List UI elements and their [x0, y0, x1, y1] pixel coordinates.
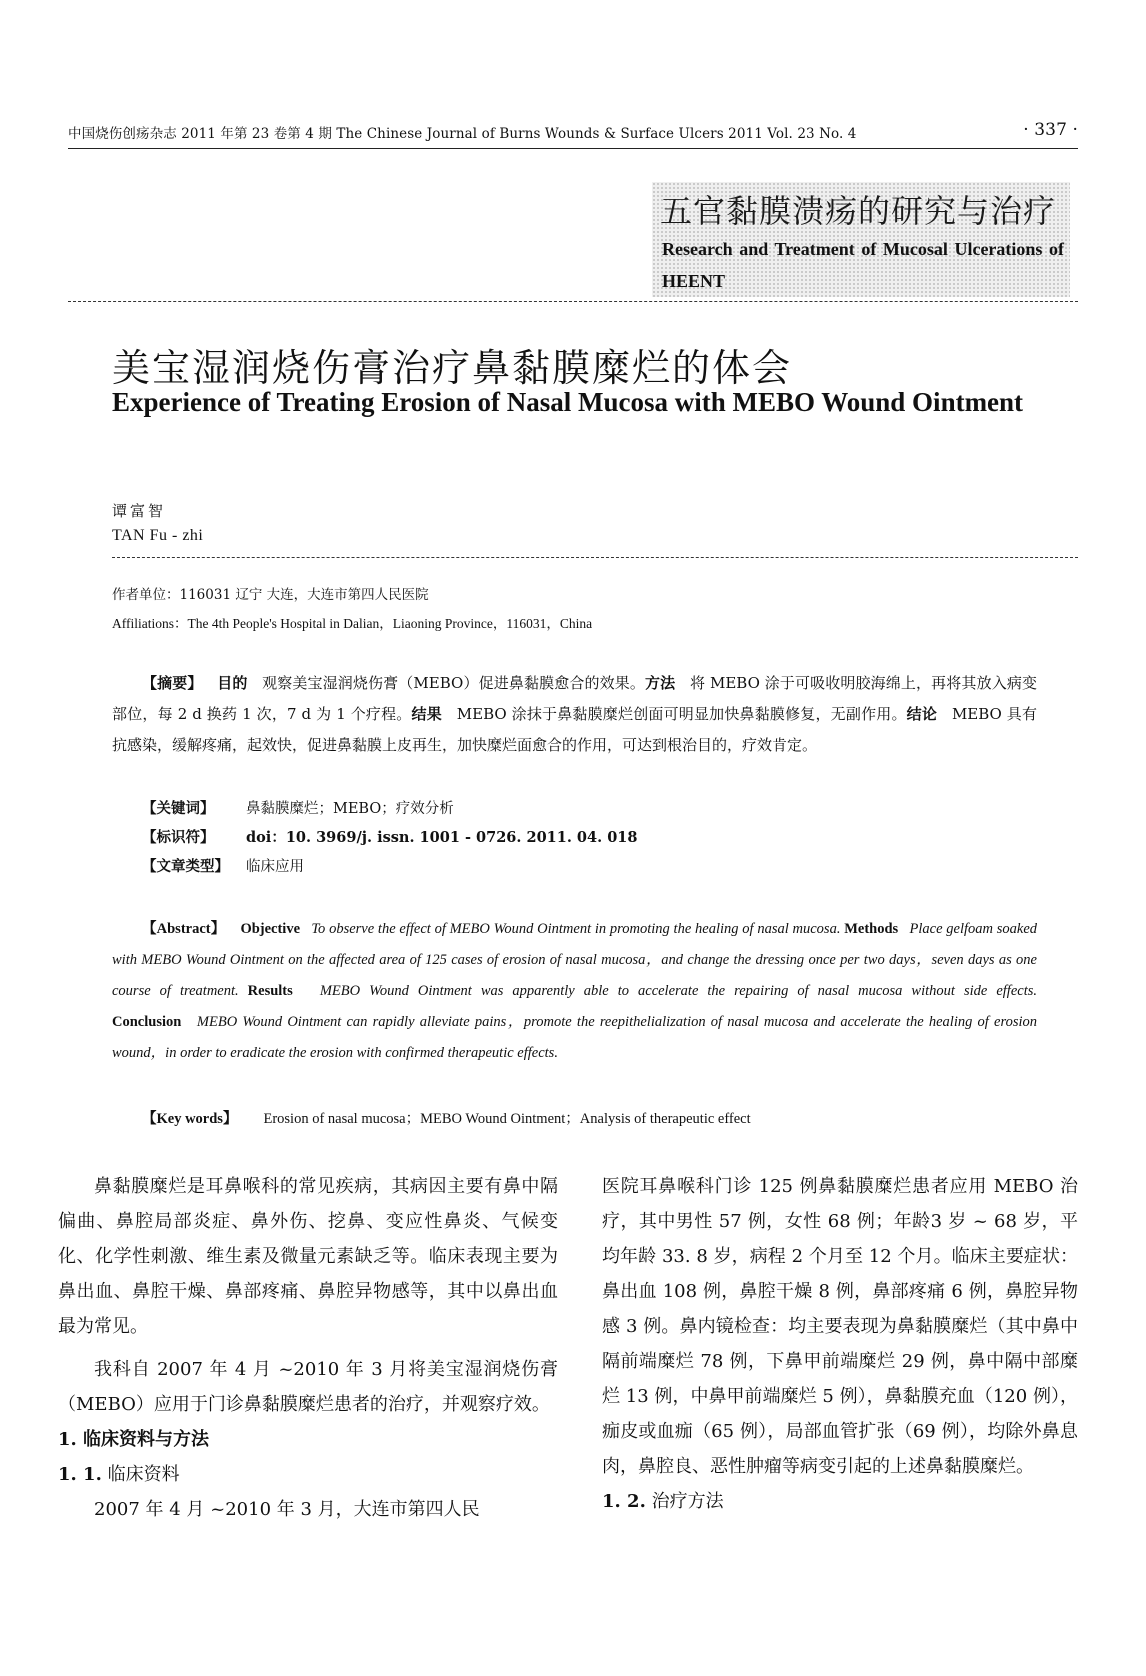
author-name-en: TAN Fu - zhi [112, 527, 204, 544]
keywords-cn-row [142, 797, 454, 818]
doi-label: 【标识符】 [142, 829, 215, 846]
author-divider [112, 557, 1078, 558]
doi-value: doi：10. 3969/j. issn. 1001 - 0726. 2011. 04. 018 [246, 829, 638, 846]
conclusion-text-cn: MEBO 具有抗感染，缓解疼痛，起效快，促进鼻黏膜上皮再生，加快糜烂面愈合的作用，可达到根治目的，疗效肯定。 [112, 705, 1037, 754]
subsection-1-1-title: 临床资料 [107, 1464, 180, 1485]
keywords-en-label: 【Key words】 [142, 1111, 238, 1127]
clinical-data-paragraph-start: 2007 年 4 月 ~2010 年 3 月，大连市第四人民 [94, 1499, 480, 1520]
doi-row [142, 826, 637, 847]
intro-paragraph-2: 我科自 2007 年 4 月 ~2010 年 3 月将美宝湿润烧伤膏（MEBO）应用于门诊鼻黏膜糜烂患者的治疗，并观察疗效。 [58, 1359, 558, 1415]
journal-citation: 中国烧伤创疡杂志 2011 年第 23 卷第 4 期 The Chinese Journal of Burns Wounds & Surface Ulcers 2011 Vol. 23 No. 4 [68, 126, 857, 142]
body-column-left [58, 1169, 558, 1527]
subsection-heading-1-2 [602, 1484, 1078, 1519]
body-column-right [602, 1169, 1078, 1519]
article-type-row [142, 855, 304, 876]
results-text-en: MEBO Wound Ointment was apparently able to accelerate the repairing of nasal mucosa without side effects. [319, 983, 1037, 999]
article-type-value: 临床应用 [246, 859, 304, 875]
conclusion-label-cn: 结论 [906, 705, 938, 723]
results-label-cn: 结果 [411, 705, 442, 723]
objective-text-cn: 观察美宝湿润烧伤膏（MEBO）促进鼻黏膜愈合的效果。 [262, 674, 645, 692]
results-text-cn: MEBO 涂抹于鼻黏膜糜烂创面可明显加快鼻黏膜修复，无副作用。 [456, 705, 907, 723]
clinical-data-paragraph-continued: 医院耳鼻喉科门诊 125 例鼻黏膜糜烂患者应用 MEBO 治疗，其中男性 57 例，女性 68 例；年龄3 岁 ~ 68 岁，平均年龄 33. 8 岁，病程 2 个月至 12 个月。临床主要症状：鼻出血 108 例，鼻腔干燥 8 例，鼻部疼痛 6 例，鼻腔异物感 3 例。鼻内镜检查：均主要表现为鼻黏膜糜烂（其中鼻中隔前端糜烂 78 例，下鼻甲前端糜烂 29 例，鼻中隔中部糜烂 13 例，中鼻甲前端糜烂 5 例），鼻黏膜充血（120 例），痂皮或血痂（65 例），局部血管扩张（69 例），均除外鼻息肉，鼻腔良、恶性肿瘤等病变引起的上述鼻黏膜糜烂。 [602, 1176, 1078, 1477]
article-type-label: 【文章类型】 [142, 858, 229, 875]
section-heading-1: 1. 临床资料与方法 [58, 1429, 210, 1450]
abstract-cn [112, 668, 1037, 761]
article-title-en: Experience of Treating Erosion of Nasal Mucosa with MEBO Wound Ointment [112, 387, 1024, 417]
objective-label-cn: 目的 [217, 674, 248, 692]
methods-text-cn: 将 MEBO 涂于可吸收明胶海绵上，再将其放入病变部位，每 2 d 换药 1 次，7 d 为 1 个疗程。 [112, 674, 1037, 723]
banner-divider [68, 301, 1078, 302]
keywords-cn-label: 【关键词】 [142, 800, 215, 817]
keywords-en: Erosion of nasal mucosa；MEBO Wound Ointment；Analysis of therapeutic effect [263, 1111, 751, 1127]
abstract-cn-label: 【摘要】 [142, 674, 203, 692]
subsection-heading-1-1 [58, 1457, 558, 1492]
column-title-cn: 五官黏膜溃疡的研究与治疗 [660, 192, 1057, 230]
page-number: · 337 · [1023, 120, 1078, 140]
abstract-en-label: 【Abstract】 [142, 921, 226, 937]
methods-text-en: Place gelfoam soaked with MEBO Wound Ointment on the affected area of 125 cases of erosion of nasal mucosa，and change the dressing once per two days，seven days as one course of treatment. [112, 921, 1038, 999]
objective-label-en: Objective [240, 921, 301, 937]
conclusion-text-en: MEBO Wound Ointment can rapidly alleviate pains，promote the reepithelialization of nasal mucosa and accelerate the healing of erosion wound，in order to eradicate the erosion with confirmed therapeutic effects. [112, 1014, 1037, 1061]
subsection-1-1-number: 1. 1. [58, 1464, 102, 1485]
methods-label-en: Methods [844, 921, 899, 937]
article-title-cn: 美宝湿润烧伤膏治疗鼻黏膜糜烂的体会 [112, 346, 793, 390]
header-rule [68, 148, 1078, 149]
conclusion-label-en: Conclusion [112, 1014, 182, 1030]
subsection-1-2-title: 治疗方法 [651, 1491, 724, 1512]
results-label-en: Results [247, 983, 293, 999]
affiliation-cn: 作者单位：116031 辽宁 大连，大连市第四人民医院 [112, 587, 429, 603]
abstract-en [112, 914, 1037, 1069]
keywords-en-row [142, 1107, 751, 1128]
author-name-cn: 谭富智 [112, 502, 167, 520]
column-title-en: Research and Treatment of Mucosal Ulcerations of HEENT [662, 239, 1064, 291]
objective-text-en: To observe the effect of MEBO Wound Ointment in promoting the healing of nasal mucosa. [311, 921, 841, 937]
affiliation-en: Affiliations：The 4th People's Hospital in Dalian，Liaoning Province，116031，China [112, 616, 593, 631]
intro-paragraph-1: 鼻黏膜糜烂是耳鼻喉科的常见疾病，其病因主要有鼻中隔偏曲、鼻腔局部炎症、鼻外伤、挖鼻、变应性鼻炎、气候变化、化学性刺激、维生素及微量元素缺乏等。临床表现主要为鼻出血、鼻腔干燥、鼻部疼痛、鼻腔异物感等，其中以鼻出血最为常见。 [58, 1176, 558, 1337]
keywords-cn: 鼻黏膜糜烂；MEBO；疗效分析 [246, 801, 454, 817]
methods-label-cn: 方法 [645, 674, 676, 692]
subsection-1-2-number: 1. 2. [602, 1491, 646, 1512]
